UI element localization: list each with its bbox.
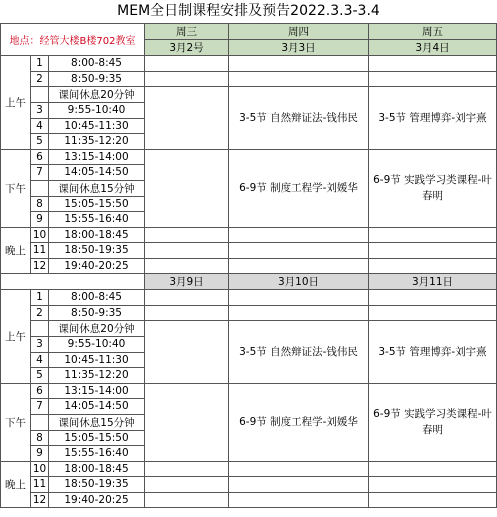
course-fri-am: 3-5节 管理博弈-刘宇熹 xyxy=(369,321,497,384)
period-row xyxy=(1,258,497,274)
period-number: 8 xyxy=(31,196,49,212)
period-time: 18:50-19:35 xyxy=(49,243,145,259)
period-number: 3 xyxy=(31,103,49,119)
weekday-wed: 周三 xyxy=(145,24,229,40)
cell-thu xyxy=(229,56,369,72)
period-number: 3 xyxy=(31,337,49,353)
cell-wed xyxy=(145,243,229,259)
section-afternoon: 下午 xyxy=(1,149,31,227)
cell-thu xyxy=(229,461,369,477)
date-wed: 3月2号 xyxy=(145,40,229,56)
weekday-thu: 周四 xyxy=(229,24,369,40)
cell-wed xyxy=(145,258,229,274)
period-time: 15:55-16:40 xyxy=(49,212,145,228)
period-time: 15:05-15:50 xyxy=(49,430,145,446)
cell-thu xyxy=(229,227,369,243)
period-number xyxy=(31,414,49,430)
section-evening: 晚上 xyxy=(1,461,31,508)
period-row xyxy=(1,227,497,243)
cell-fri xyxy=(369,71,497,87)
cell-wed xyxy=(145,492,229,508)
cell-fri xyxy=(369,477,497,493)
cell-thu xyxy=(229,243,369,259)
period-row xyxy=(1,477,497,493)
period-number: 9 xyxy=(31,446,49,462)
cell-wed xyxy=(145,56,229,72)
period-time: 19:40-20:25 xyxy=(49,492,145,508)
period-number: 6 xyxy=(31,149,49,165)
cell-fri xyxy=(369,258,497,274)
course-fri-pm: 6-9节 实践学习类课程-叶春明 xyxy=(369,383,497,461)
cell-thu xyxy=(229,477,369,493)
course-thu-pm: 6-9节 制度工程学-刘媛华 xyxy=(229,383,369,461)
period-number: 10 xyxy=(31,227,49,243)
break-label: 课间休息15分钟 xyxy=(49,414,145,430)
date-header-row xyxy=(1,274,497,290)
period-number: 11 xyxy=(31,477,49,493)
course-fri-pm: 6-9节 实践学习类课程-叶春明 xyxy=(369,149,497,227)
period-number: 7 xyxy=(31,165,49,181)
period-time: 9:55-10:40 xyxy=(49,337,145,353)
period-time: 13:15-14:00 xyxy=(49,149,145,165)
course-thu-pm: 6-9节 制度工程学-刘媛华 xyxy=(229,149,369,227)
period-time: 8:00-8:45 xyxy=(49,56,145,72)
period-time: 19:40-20:25 xyxy=(49,258,145,274)
period-number: 5 xyxy=(31,368,49,384)
cell-wed xyxy=(145,149,229,227)
cell-wed xyxy=(145,461,229,477)
period-number: 11 xyxy=(31,243,49,259)
period-number xyxy=(31,87,49,103)
period-row xyxy=(1,461,497,477)
header-spacer xyxy=(1,274,145,290)
cell-wed xyxy=(145,321,229,384)
cell-wed xyxy=(145,383,229,461)
date-thu: 3月10日 xyxy=(229,274,369,290)
period-row xyxy=(1,492,497,508)
weekday-fri: 周五 xyxy=(369,24,497,40)
period-time: 11:35-12:20 xyxy=(49,368,145,384)
cell-fri xyxy=(369,492,497,508)
period-time: 8:50-9:35 xyxy=(49,305,145,321)
date-wed: 3月9日 xyxy=(145,274,229,290)
date-fri: 3月11日 xyxy=(369,274,497,290)
period-number: 1 xyxy=(31,290,49,306)
period-time: 14:05-14:50 xyxy=(49,165,145,181)
period-number xyxy=(31,180,49,196)
weekday-header-row xyxy=(1,24,497,40)
period-number: 9 xyxy=(31,212,49,228)
period-number: 12 xyxy=(31,258,49,274)
schedule-table xyxy=(0,23,497,508)
period-number: 7 xyxy=(31,399,49,415)
break-row xyxy=(1,87,497,103)
date-fri: 3月4日 xyxy=(369,40,497,56)
period-row xyxy=(1,149,497,165)
cell-wed xyxy=(145,227,229,243)
period-time: 18:50-19:35 xyxy=(49,477,145,493)
period-number: 8 xyxy=(31,430,49,446)
break-row xyxy=(1,321,497,337)
cell-fri xyxy=(369,461,497,477)
section-afternoon: 下午 xyxy=(1,383,31,461)
cell-fri xyxy=(369,290,497,306)
break-label: 课间休息15分钟 xyxy=(49,180,145,196)
course-thu-am: 3-5节 自然辩证法-钱伟民 xyxy=(229,321,369,384)
cell-thu xyxy=(229,71,369,87)
period-time: 11:35-12:20 xyxy=(49,134,145,150)
cell-wed xyxy=(145,477,229,493)
cell-wed xyxy=(145,305,229,321)
period-row xyxy=(1,383,497,399)
page-title: MEM全日制课程安排及预告2022.3.3-3.4 xyxy=(117,3,380,19)
period-row xyxy=(1,71,497,87)
period-time: 18:00-18:45 xyxy=(49,227,145,243)
cell-wed xyxy=(145,87,229,150)
period-time: 8:50-9:35 xyxy=(49,71,145,87)
cell-wed xyxy=(145,71,229,87)
period-row xyxy=(1,290,497,306)
period-number: 2 xyxy=(31,305,49,321)
period-time: 15:55-16:40 xyxy=(49,446,145,462)
period-number: 10 xyxy=(31,461,49,477)
cell-fri xyxy=(369,56,497,72)
period-time: 14:05-14:50 xyxy=(49,399,145,415)
cell-fri xyxy=(369,243,497,259)
period-time: 18:00-18:45 xyxy=(49,461,145,477)
period-number xyxy=(31,321,49,337)
period-time: 10:45-11:30 xyxy=(49,352,145,368)
period-number: 4 xyxy=(31,352,49,368)
period-number: 12 xyxy=(31,492,49,508)
break-label: 课间休息20分钟 xyxy=(49,87,145,103)
cell-fri xyxy=(369,305,497,321)
cell-wed xyxy=(145,290,229,306)
section-evening: 晚上 xyxy=(1,227,31,274)
break-label: 课间休息20分钟 xyxy=(49,321,145,337)
location-label: 地点：经管大楼B楼702教室 xyxy=(1,24,145,56)
period-time: 13:15-14:00 xyxy=(49,383,145,399)
period-row xyxy=(1,243,497,259)
course-thu-am: 3-5节 自然辩证法-钱伟民 xyxy=(229,87,369,150)
cell-thu xyxy=(229,290,369,306)
date-thu: 3月3日 xyxy=(229,40,369,56)
period-number: 4 xyxy=(31,118,49,134)
cell-thu xyxy=(229,305,369,321)
period-time: 8:00-8:45 xyxy=(49,290,145,306)
period-time: 9:55-10:40 xyxy=(49,103,145,119)
period-time: 10:45-11:30 xyxy=(49,118,145,134)
period-number: 5 xyxy=(31,134,49,150)
period-number: 2 xyxy=(31,71,49,87)
period-number: 1 xyxy=(31,56,49,72)
cell-fri xyxy=(369,227,497,243)
course-fri-am: 3-5节 管理博弈-刘宇熹 xyxy=(369,87,497,150)
cell-thu xyxy=(229,492,369,508)
section-morning: 上午 xyxy=(1,290,31,384)
cell-thu xyxy=(229,258,369,274)
period-number: 6 xyxy=(31,383,49,399)
period-row xyxy=(1,305,497,321)
section-morning: 上午 xyxy=(1,56,31,150)
period-time: 15:05-15:50 xyxy=(49,196,145,212)
period-row xyxy=(1,56,497,72)
